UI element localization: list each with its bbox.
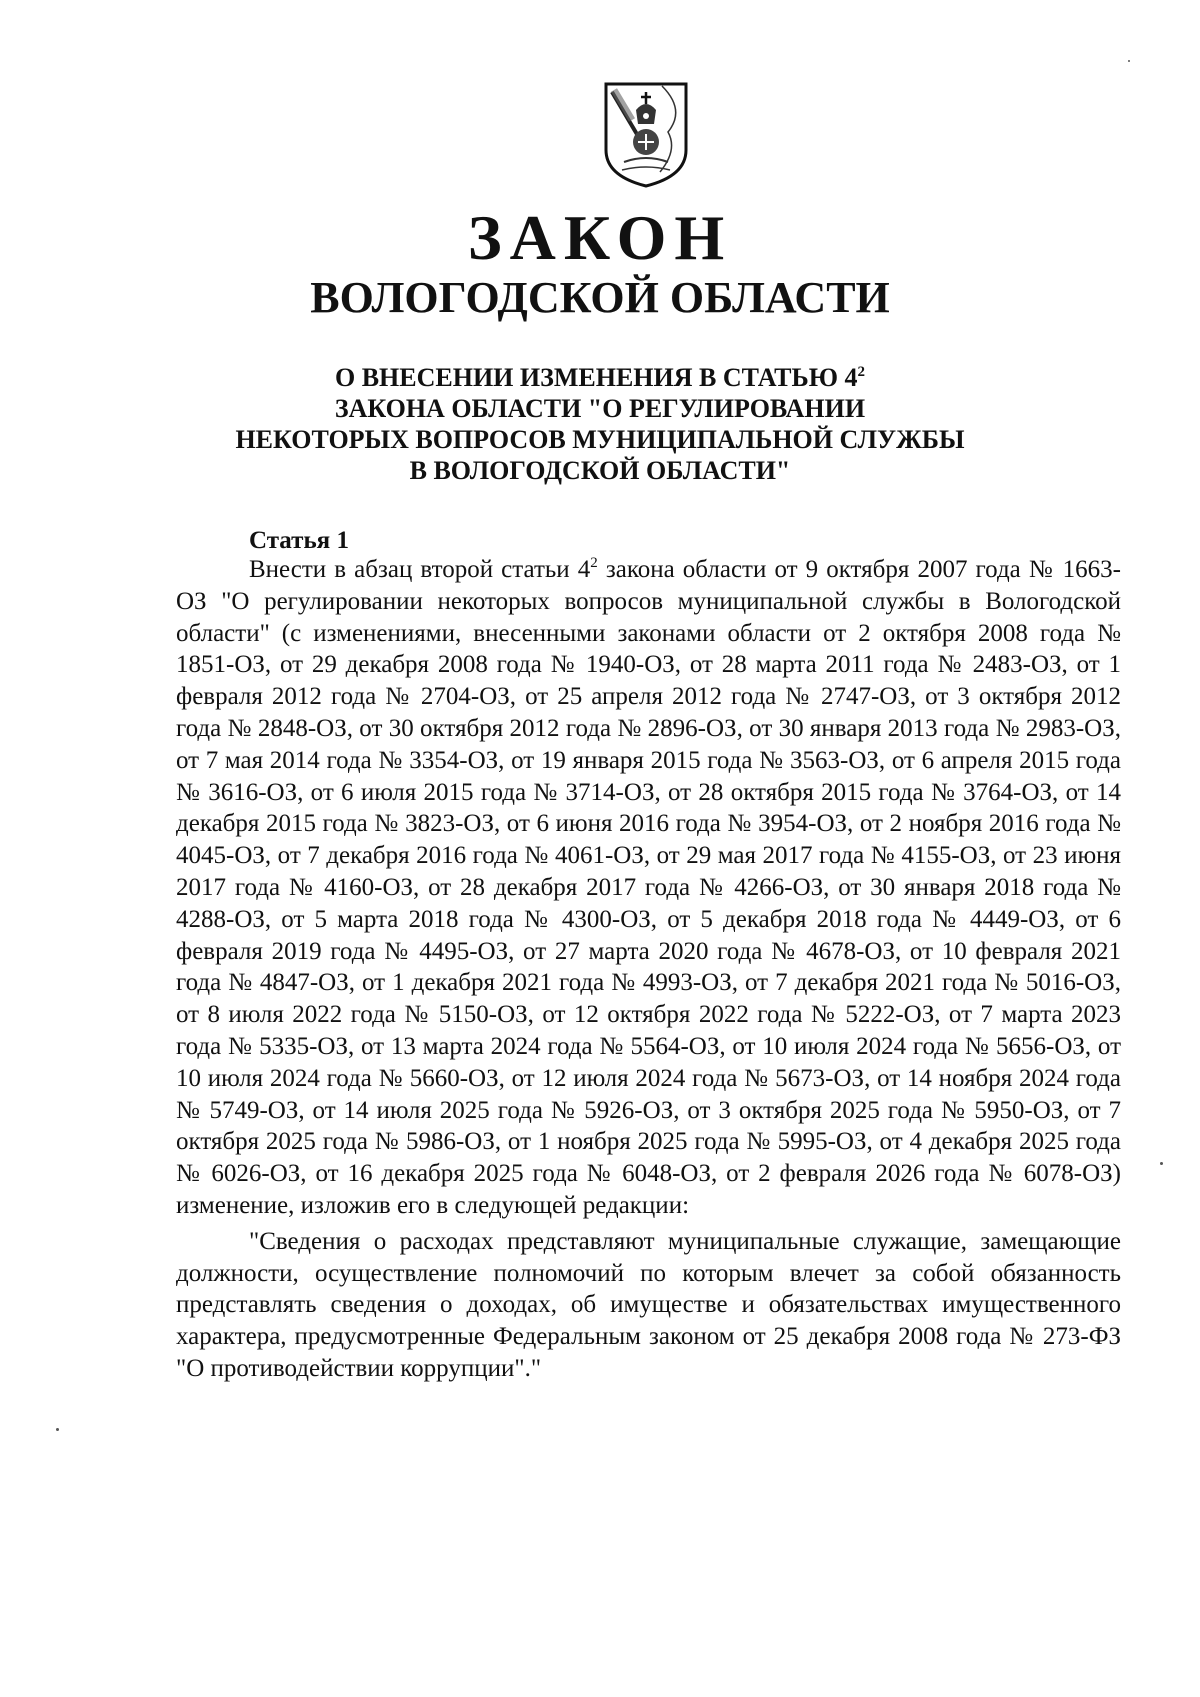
- amendment-paragraph: Внести в абзац второй статьи $4^2$ закона области от 9 октября 2007 года № 1663-ОЗ "О регулировании некоторых вопросов муниципальной службы в Вологодской области" (с изменениями, внесенными законами области от 2 октября 2008 года № 1851-ОЗ, от 29 декабря 2008 года № 1940-ОЗ, от 28 марта 2011 года № 2483-ОЗ, от 1 февраля 2012 года № 2704-ОЗ, от 25 апреля 2012 года № 2747-ОЗ, от 3 октября 2012 года № 2848-ОЗ, от 30 октября 2012 года № 2896-ОЗ, от 30 января 2013 года № 2983-ОЗ, от 7 мая 2014 года № 3354-ОЗ, от 19 января 2015 года № 3563-ОЗ, от 6 апреля 2015 года № 3616-ОЗ, от 6 июля 2015 года № 3714-ОЗ, от 28 октября 2015 года № 3764-ОЗ, от 14 декабря 2015 года № 3823-ОЗ, от 6 июня 2016 года № 3954-ОЗ, от 2 ноября 2016 года № 4045-ОЗ, от 7 декабря 2016 года № 4061-ОЗ, от 29 мая 2017 года № 4155-ОЗ, от 23 июня 2017 года № 4160-ОЗ, от 28 декабря 2017 года № 4266-ОЗ, от 30 января 2018 года № 4288-ОЗ, от 5 марта 2018 года № 4300-ОЗ, от 5 декабря 2018 года № 4449-ОЗ, от 6 февраля 2019 года № 4495-ОЗ, от 27 марта 2020 года № 4678-ОЗ, от 10 февраля 2021 года № 4847-ОЗ, от 1 декабря 2021 года № 4993-ОЗ, от 7 декабря 2021 года № 5016-ОЗ, от 8 июля 2022 года № 5150-ОЗ, от 12 октября 2022 года № 5222-ОЗ, от 7 марта 2023 года № 5335-ОЗ, от 13 марта 2024 года № 5564-ОЗ, от 10 июля 2024 года № 5656-ОЗ, от 10 июля 2024 года № 5660-ОЗ, от 12 июля 2024 года № 5673-ОЗ, от 14 ноября 2024 года № 5749-ОЗ, от 14 июля 2025 года № 5926-ОЗ, от 3 октября 2025 года № 5950-ОЗ, от 7 октября 2025 года № 5986-ОЗ, от 1 ноября 2025 года № 5995-ОЗ, от 4 декабря 2025 года № 6026-ОЗ, от 16 декабря 2025 года № 6048-ОЗ, от 2 февраля 2026 года № 6078-ОЗ) изменение, изложив его в следующей редакции:: [176, 555, 1121, 1219]
- article-body: [176, 554, 1121, 1385]
- paragraph-superscript: 2: [590, 555, 598, 571]
- vologda-coat-of-arms-icon: [602, 80, 690, 190]
- heading-line-1: О ВНЕСЕНИИ ИЗМЕНЕНИЯ В СТАТЬЮ $4^2$: [334, 363, 865, 392]
- region-subtitle: ВОЛОГОДСКОЙ ОБЛАСТИ: [310, 273, 890, 322]
- scan-speck: [1128, 60, 1130, 62]
- heading-line-3: НЕКОТОРЫХ ВОПРОСОВ МУНИЦИПАЛЬНОЙ СЛУЖБЫ: [235, 425, 965, 454]
- heading-line-2: ЗАКОНА ОБЛАСТИ "О РЕГУЛИРОВАНИИ: [334, 394, 866, 423]
- new-wording-paragraph: "Сведения о расходах представляют муниципальные служащие, замещающие должности, осуществление полномочий по которым влечет за собой обязанность представлять сведения о доходах, об имуществе и обязательствах имущественного характера, предусмотренные Федеральным законом от 25 декабря 2008 года № 273-ФЗ "О противодействии коррупции".": [176, 1227, 1121, 1382]
- heading-superscript: 2: [857, 364, 865, 380]
- article-title: Статья 1: [249, 527, 349, 554]
- law-title: ЗАКОН: [467, 202, 733, 273]
- heading-line-4: В ВОЛОГОДСКОЙ ОБЛАСТИ": [409, 456, 791, 485]
- scan-speck: [1160, 1162, 1163, 1165]
- law-heading: [120, 362, 1080, 486]
- scan-speck: [56, 1428, 59, 1431]
